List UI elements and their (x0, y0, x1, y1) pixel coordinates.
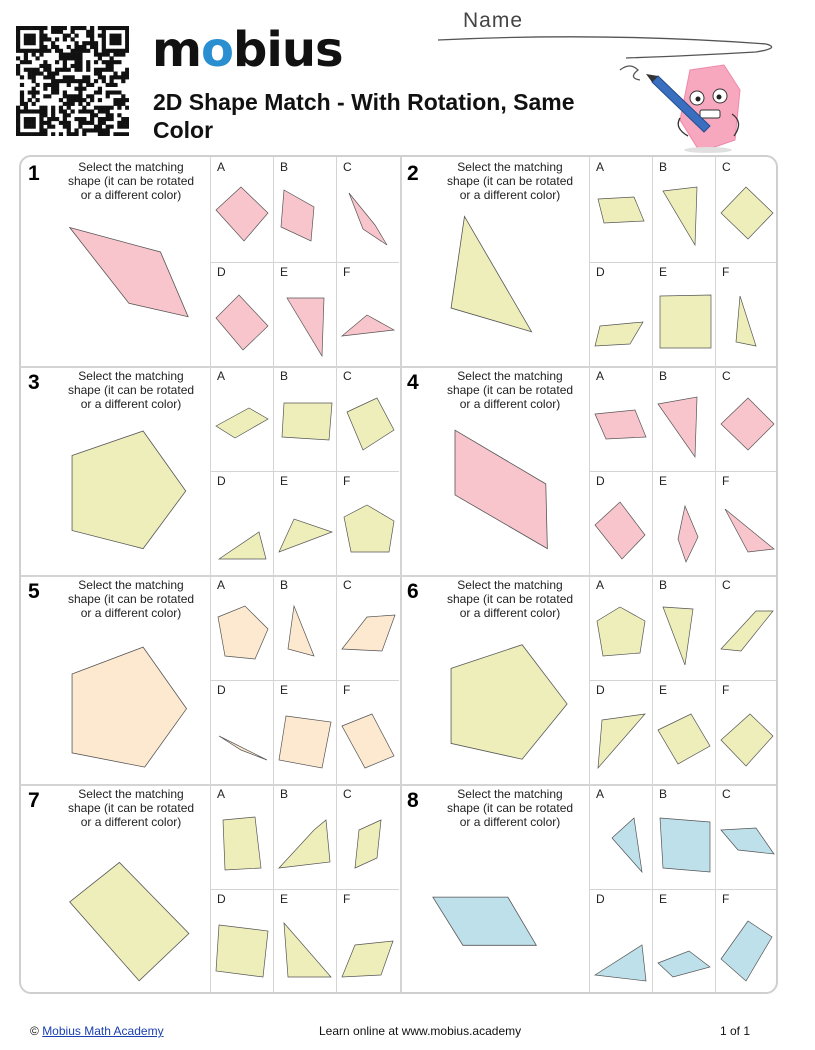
option-letter: E (280, 892, 289, 906)
option-d[interactable] (211, 262, 273, 366)
instruction-text: Select the matching shape (it can be rotated or a different color) (67, 578, 195, 620)
option-c[interactable] (716, 575, 778, 679)
option-shape-square (653, 698, 715, 784)
option-shape-path (216, 295, 268, 350)
instruction-text: Select the matching shape (it can be rotated or a different color) (446, 578, 574, 620)
option-shape-triangle (653, 175, 715, 261)
copyright-symbol: © (30, 1024, 39, 1038)
option-letter: A (217, 787, 226, 801)
option-a[interactable] (590, 157, 652, 261)
option-shape-triangle (337, 280, 399, 366)
option-letter: B (280, 578, 289, 592)
option-d[interactable] (590, 471, 652, 575)
option-letter: C (343, 787, 352, 801)
option-shape-path (219, 532, 266, 559)
option-letter: F (343, 474, 351, 488)
option-c[interactable] (337, 575, 399, 679)
option-shape-parallelogram (716, 802, 778, 888)
target-shape-parallelogram (415, 416, 585, 566)
option-a[interactable] (211, 784, 273, 888)
option-shape-parallelogram (337, 175, 399, 261)
option-letter: B (280, 160, 289, 174)
target-shape-path (72, 647, 186, 767)
option-letter: B (659, 578, 668, 592)
option-shape-square (211, 175, 273, 261)
option-letter: E (280, 683, 289, 697)
option-f[interactable] (337, 262, 399, 366)
target-shape-triangle (415, 207, 585, 357)
option-shape-rectangle (274, 384, 336, 470)
option-letter: C (722, 787, 731, 801)
option-shape-rectangle (211, 802, 273, 888)
option-letter: E (280, 265, 289, 279)
instruction-text: Select the matching shape (it can be rotated or a different color) (446, 369, 574, 411)
option-shape-square (211, 907, 273, 993)
option-e[interactable] (274, 471, 336, 575)
option-shape-triangle (653, 384, 715, 470)
option-shape-rectangle (337, 698, 399, 784)
option-shape-triangle (590, 802, 652, 888)
problem-number: 8 (407, 789, 419, 812)
option-shape-path (598, 197, 644, 223)
option-shape-square (337, 384, 399, 470)
option-letter: E (659, 474, 668, 488)
option-f[interactable] (337, 471, 399, 575)
option-letter: C (722, 578, 731, 592)
option-e[interactable] (653, 889, 715, 993)
option-b[interactable] (653, 366, 715, 470)
option-d[interactable] (211, 889, 273, 993)
option-letter: F (343, 683, 351, 697)
option-letter: C (722, 369, 731, 383)
problem-1 (21, 157, 400, 366)
option-shape-triangle (274, 593, 336, 679)
option-shape-path (282, 403, 332, 440)
option-e[interactable] (274, 889, 336, 993)
option-c[interactable] (337, 784, 399, 888)
logo-drop-o: o (201, 22, 233, 78)
option-c[interactable] (716, 366, 778, 470)
option-shape-parallelogram (337, 907, 399, 993)
option-letter: A (217, 578, 226, 592)
problem-grid (19, 155, 778, 994)
target-shape-path (70, 862, 189, 980)
target-shape-path (433, 897, 536, 945)
option-shape-triangle (716, 280, 778, 366)
option-shape-path (663, 187, 697, 245)
option-shape-parallelogram (590, 175, 652, 261)
option-b[interactable] (653, 157, 715, 261)
option-letter: F (722, 892, 730, 906)
option-shape-rectangle (716, 907, 778, 993)
option-shape-path (595, 410, 646, 439)
target-shape-path (451, 216, 532, 331)
problem-number: 2 (407, 162, 419, 185)
option-letter: B (280, 369, 289, 383)
option-shape-path (658, 714, 710, 764)
name-line[interactable] (436, 30, 781, 60)
option-shape-square (716, 698, 778, 784)
option-a[interactable] (590, 366, 652, 470)
instruction-text: Select the matching shape (it can be rotated or a different color) (446, 160, 574, 202)
target-shape-path (70, 228, 188, 317)
target-shape-path (455, 430, 547, 548)
option-letter: E (659, 892, 668, 906)
option-letter: E (280, 474, 289, 488)
option-shape-path (660, 295, 711, 348)
option-c[interactable] (337, 366, 399, 470)
option-a[interactable] (590, 784, 652, 888)
option-c[interactable] (716, 784, 778, 888)
option-shape-path (288, 606, 314, 656)
option-letter: F (722, 474, 730, 488)
option-e[interactable] (653, 471, 715, 575)
option-shape-square (716, 384, 778, 470)
option-letter: A (596, 578, 605, 592)
option-shape-path (216, 187, 268, 241)
option-shape-triangle (716, 489, 778, 575)
instruction-text: Select the matching shape (it can be rotated or a different color) (446, 787, 574, 829)
problem-number: 5 (28, 580, 40, 603)
option-e[interactable] (274, 680, 336, 784)
option-shape-path (660, 818, 710, 872)
option-d[interactable] (590, 262, 652, 366)
problem-number: 1 (28, 162, 40, 185)
option-b[interactable] (274, 157, 336, 261)
option-shape-path (284, 923, 331, 977)
option-shape-path (342, 714, 394, 768)
option-e[interactable] (653, 680, 715, 784)
option-shape-parallelogram (274, 175, 336, 261)
option-letter: D (596, 892, 605, 906)
option-letter: F (343, 265, 351, 279)
problem-5 (21, 575, 400, 784)
option-letter: D (596, 265, 605, 279)
option-shape-path (216, 408, 268, 438)
problem-4 (400, 366, 778, 575)
option-letter: D (217, 892, 226, 906)
option-shape-path (725, 509, 774, 552)
option-shape-pentagon (337, 489, 399, 575)
option-shape-path (281, 190, 314, 241)
option-shape-path (663, 607, 693, 665)
option-shape-path (219, 736, 267, 760)
option-shape-path (355, 820, 381, 868)
footer-website: Learn online at www.mobius.academy (319, 1024, 522, 1038)
option-letter: F (722, 265, 730, 279)
problem-number: 4 (407, 371, 419, 394)
option-shape-parallelogram (590, 384, 652, 470)
option-shape-path (279, 716, 331, 768)
option-shape-path (658, 397, 697, 457)
option-shape-parallelogram (590, 280, 652, 366)
problem-number: 3 (28, 371, 40, 394)
mobius-logo (152, 22, 343, 78)
option-letter: D (217, 474, 226, 488)
problem-7 (21, 784, 400, 993)
option-b[interactable] (653, 784, 715, 888)
instruction-text: Select the matching shape (it can be rotated or a different color) (67, 160, 195, 202)
option-shape-path (223, 817, 261, 870)
option-a[interactable] (590, 575, 652, 679)
option-f[interactable] (337, 889, 399, 993)
option-shape-path (595, 502, 645, 559)
option-shape-square (653, 802, 715, 888)
option-shape-pentagon (590, 593, 652, 679)
option-f[interactable] (716, 262, 778, 366)
option-shape-path (721, 611, 773, 651)
option-shape-path (612, 818, 642, 872)
option-c[interactable] (716, 157, 778, 261)
option-shape-pentagon (211, 593, 273, 679)
option-b[interactable] (274, 366, 336, 470)
name-label: Name (463, 9, 524, 32)
option-shape-path (342, 315, 394, 336)
option-shape-path (721, 714, 773, 766)
option-shape-triangle (653, 593, 715, 679)
option-letter: D (596, 683, 605, 697)
option-letter: C (343, 369, 352, 383)
target-shape-pentagon (415, 625, 585, 775)
option-letter: A (217, 369, 226, 383)
problem-6 (400, 575, 778, 784)
option-shape-triangle (211, 698, 273, 784)
option-shape-path (678, 506, 698, 562)
option-shape-path (736, 296, 756, 346)
option-shape-path (721, 921, 772, 981)
option-shape-path (344, 505, 394, 552)
option-e[interactable] (274, 262, 336, 366)
qr-code (16, 26, 129, 136)
target-shape-pentagon (36, 625, 206, 775)
option-shape-parallelogram (716, 593, 778, 679)
option-shape-path (279, 820, 330, 868)
option-shape-path (218, 606, 268, 659)
logo-text-bius: bius (233, 22, 343, 78)
option-shape-parallelogram (337, 593, 399, 679)
option-shape-triangle (274, 489, 336, 575)
option-letter: A (596, 160, 605, 174)
option-f[interactable] (337, 680, 399, 784)
option-letter: C (343, 578, 352, 592)
option-shape-rectangle (590, 489, 652, 575)
option-shape-path (721, 187, 773, 239)
option-shape-triangle (274, 907, 336, 993)
option-letter: B (659, 160, 668, 174)
target-shape-path (451, 645, 567, 759)
option-letter: B (659, 787, 668, 801)
option-d[interactable] (590, 680, 652, 784)
option-shape-triangle (590, 907, 652, 993)
option-letter: B (659, 369, 668, 383)
option-shape-square (653, 280, 715, 366)
target-shape-pentagon (36, 416, 206, 566)
problem-number: 6 (407, 580, 419, 603)
option-shape-square (274, 698, 336, 784)
option-shape-triangle (211, 489, 273, 575)
option-c[interactable] (337, 157, 399, 261)
option-f[interactable] (716, 471, 778, 575)
option-shape-triangle (653, 489, 715, 575)
option-shape-path (597, 607, 645, 656)
problem-number: 7 (28, 789, 40, 812)
option-letter: A (596, 787, 605, 801)
problem-2 (400, 157, 778, 366)
option-shape-path (721, 828, 774, 854)
problem-3 (21, 366, 400, 575)
option-shape-parallelogram (337, 802, 399, 888)
option-d[interactable] (590, 889, 652, 993)
option-shape-path (598, 714, 645, 768)
target-shape-parallelogram (36, 207, 206, 357)
option-letter: E (659, 265, 668, 279)
option-letter: E (659, 683, 668, 697)
option-a[interactable] (211, 366, 273, 470)
option-letter: C (722, 160, 731, 174)
option-a[interactable] (211, 157, 273, 261)
option-shape-path (216, 925, 268, 977)
option-shape-square (211, 280, 273, 366)
option-f[interactable] (716, 889, 778, 993)
logo-text-m: m (152, 22, 202, 78)
option-shape-path (658, 951, 710, 977)
option-shape-path (595, 322, 643, 346)
option-d[interactable] (211, 471, 273, 575)
option-d[interactable] (211, 680, 273, 784)
option-shape-triangle (274, 280, 336, 366)
option-shape-path (347, 398, 394, 450)
option-letter: D (596, 474, 605, 488)
option-letter: B (280, 787, 289, 801)
target-shape-parallelogram (415, 834, 585, 984)
option-b[interactable] (274, 784, 336, 888)
footer-page-number: 1 of 1 (720, 1024, 751, 1038)
instruction-text: Select the matching shape (it can be rotated or a different color) (67, 369, 195, 411)
option-f[interactable] (716, 680, 778, 784)
option-shape-path (279, 519, 332, 552)
option-letter: F (343, 892, 351, 906)
option-shape-triangle (590, 698, 652, 784)
problem-8 (400, 784, 778, 993)
option-shape-path (721, 398, 774, 450)
option-shape-path (287, 298, 324, 356)
option-letter: D (217, 265, 226, 279)
option-a[interactable] (211, 575, 273, 679)
mascot-illustration (612, 60, 762, 155)
option-letter: D (217, 683, 226, 697)
option-letter: F (722, 683, 730, 697)
mobius-link[interactable]: Mobius Math Academy (42, 1024, 164, 1038)
target-shape-square (36, 834, 206, 984)
option-shape-parallelogram (211, 384, 273, 470)
instruction-text: Select the matching shape (it can be rotated or a different color) (67, 787, 195, 829)
option-shape-parallelogram (653, 907, 715, 993)
option-shape-path (342, 941, 393, 977)
option-shape-path (349, 193, 387, 245)
option-shape-triangle (274, 802, 336, 888)
option-shape-path (595, 945, 646, 981)
option-b[interactable] (274, 575, 336, 679)
footer-copyright (30, 1024, 164, 1038)
option-shape-square (716, 175, 778, 261)
option-letter: A (217, 160, 226, 174)
worksheet-title: 2D Shape Match - With Rotation, Same Color (153, 89, 575, 143)
option-e[interactable] (653, 262, 715, 366)
option-letter: A (596, 369, 605, 383)
option-b[interactable] (653, 575, 715, 679)
option-letter: C (343, 160, 352, 174)
target-shape-path (72, 431, 186, 549)
option-shape-path (342, 615, 395, 651)
